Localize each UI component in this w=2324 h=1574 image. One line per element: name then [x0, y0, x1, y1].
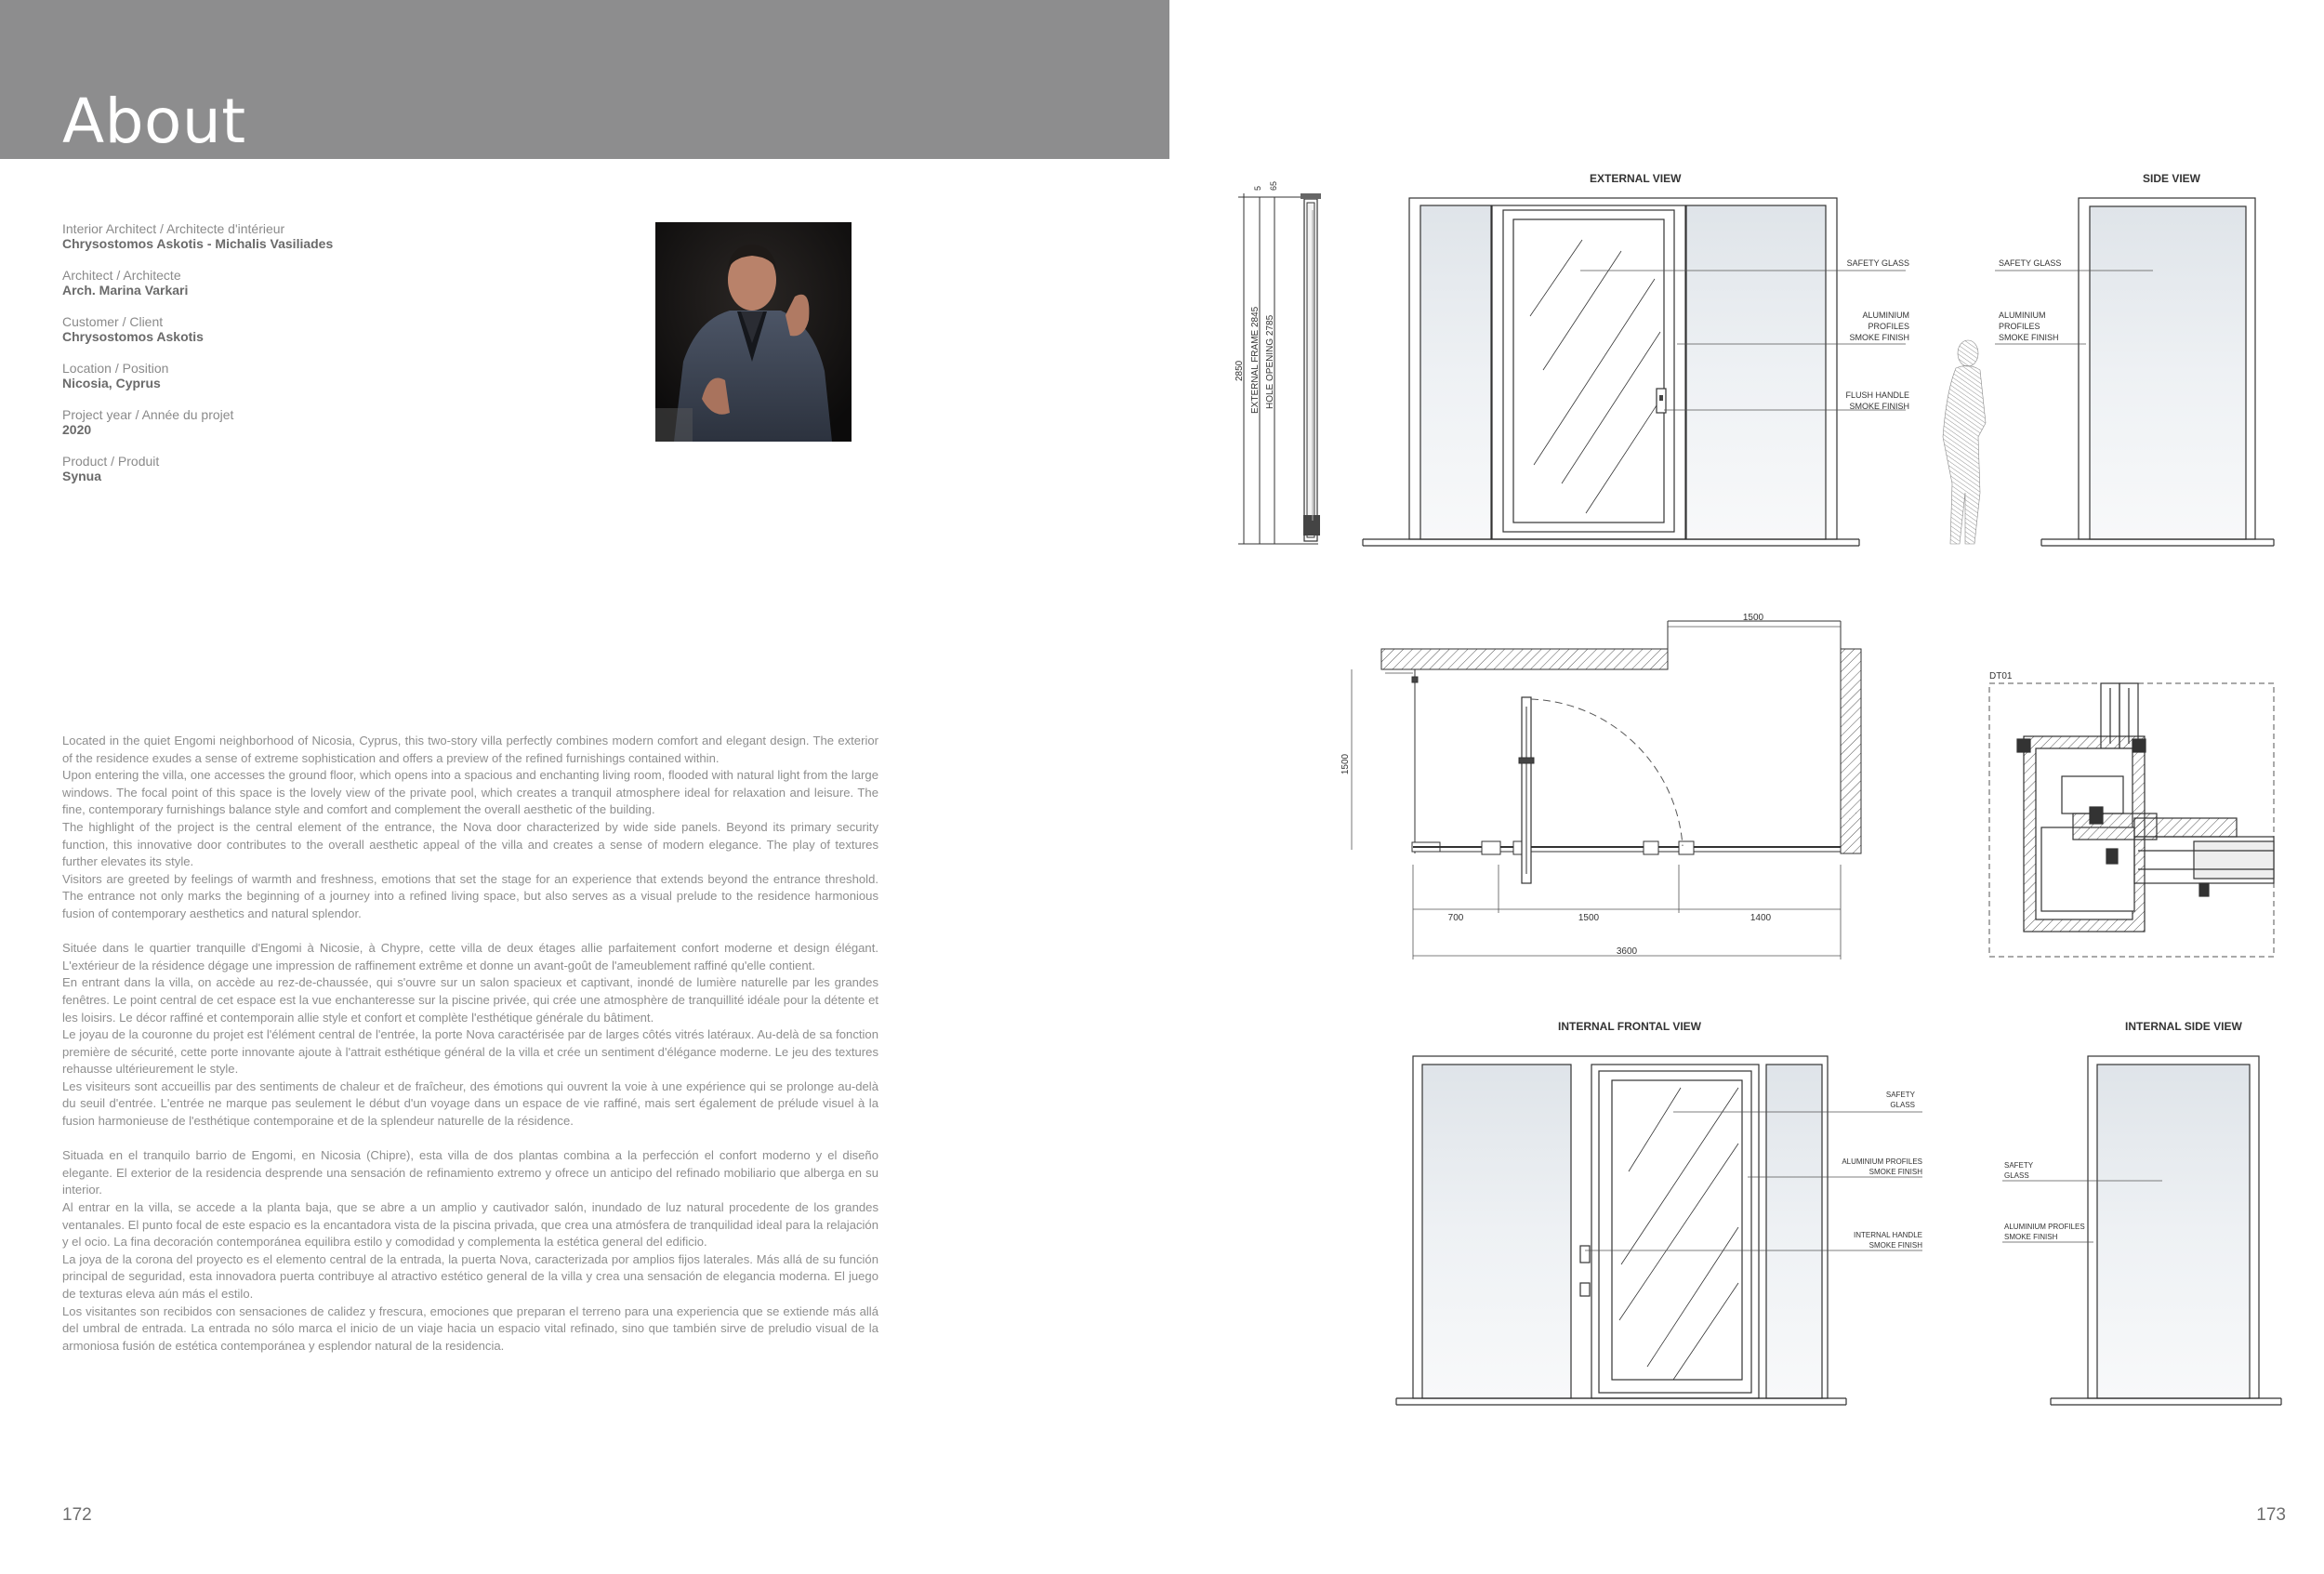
plan-dim-total: 3600 [1616, 946, 1638, 957]
credit-value: 2020 [62, 422, 92, 437]
human-scale-figure [1943, 340, 1986, 544]
internal-leaders [1585, 1112, 1922, 1250]
ext-label-flush-2: SMOKE FINISH [1849, 402, 1909, 411]
internal-frontal-view-title: INTERNAL FRONTAL VIEW [1558, 1020, 1701, 1033]
page-number-left: 172 [62, 1505, 92, 1525]
ext-label-aluminium-3: SMOKE FINISH [1849, 333, 1909, 342]
credit-label: Location / Position [62, 361, 169, 376]
internal-side-drawing [2051, 1056, 2281, 1405]
plan-dim-left: 1500 [1340, 753, 1351, 775]
side-label-aluminium-1: ALUMINIUM [1999, 311, 2046, 320]
ext-label-flush-1: FLUSH HANDLE [1845, 390, 1909, 400]
int-label-alu-1: ALUMINIUM PROFILES [1842, 1157, 1922, 1166]
credit-label: Product / Produit [62, 454, 160, 469]
paragraph: Située dans le quartier tranquille d'Engomi à Nicosie, à Chypre, cette villa de deux étages allie parfaitement confort moderne et design élégant. L'extérieur de la résidence dégage une impression de raffinement extrême et donne un avant-goût de l'ameublement raffiné qu'elle contient. [62, 941, 878, 972]
credit-value: Chrysostomos Askotis - Michalis Vasiliades [62, 236, 334, 251]
ext-label-aluminium-1: ALUMINIUM [1862, 311, 1909, 320]
paragraph: Al entrar en la villa, se accede a la planta baja, que se abre a un amplio y cautivador salón, inundado de luz natural procedente de los grandes ventanales. El punto focal de este espacio es la encantadora vista de la piscina privada, que crea una atmósfera de tranquilidad ideal para la relajación y el ocio. La fina decoración contemporánea equilibra estilo y comodidad y complementa la estética general del edificio. [62, 1200, 878, 1250]
int-label-handle-1: INTERNAL HANDLE [1854, 1231, 1922, 1239]
side-label-aluminium-3: SMOKE FINISH [1999, 333, 2059, 342]
credit-label: Customer / Client [62, 314, 164, 329]
int-side-label-safety-2: GLASS [2004, 1171, 2029, 1180]
detail-code: DT01 [1989, 671, 2013, 681]
paragraph: Upon entering the villa, one accesses the ground floor, which opens into a spacious and enchanting living room, flooded with natural light from the large windows. The focal point of this space is the lovely view of the private pool, which creates a tranquil atmosphere ideal for relaxation and leisure. The fine, contemporary furnishings balance style and comfort and complement the overall aesthetic of the building. [62, 768, 878, 817]
int-label-safety-1: SAFETY [1885, 1091, 1915, 1099]
paragraph: En entrant dans la villa, on accède au rez-de-chaussée, qui s'ouvre sur un salon spacieux et captivant, inondé de lumière naturelle par les grandes fenêtres. Le point central de cet espace est la vue enchanteresse sur la piscine privée, qui crée une atmosphère de tranquillité idéale pour la détente et les loisirs. Le décor raffiné et contemporain allie style et confort et complète l'esthétique générale du bâtiment. [62, 975, 878, 1025]
page-number-right: 173 [2256, 1505, 2286, 1525]
ext-label-safety-glass: SAFETY GLASS [1846, 258, 1909, 268]
paragraph: Situada en el tranquilo barrio de Engomi, en Nicosia (Chipre), esta villa de dos plantas combina a la perfección el confort moderno y el diseño elegante. El exterior de la residencia desprende una sensación de refinamiento extremo y ofrece un anticipo del refinado mobiliario que alberga en su interior. [62, 1148, 878, 1197]
int-side-label-alu-2: SMOKE FINISH [2004, 1233, 2058, 1241]
internal-side-view-title: INTERNAL SIDE VIEW [2125, 1020, 2242, 1033]
dim-external-frame: EXTERNAL FRAME 2845 [1250, 306, 1261, 414]
plan-view-drawing [1352, 621, 1861, 959]
ext-label-aluminium-2: PROFILES [1868, 322, 1909, 331]
paragraph: Visitors are greeted by feelings of warmth and freshness, emotions that set the stage for an experience that extends beyond the entrance threshold. The entrance not only marks the beginning of a journey into a refined living space, but also serves as a visual prelude to the residence harmonious fusion of contemporary aesthetics and natural splendor. [62, 871, 878, 920]
detail-dt01-drawing [1989, 683, 2274, 957]
int-side-label-alu-1: ALUMINIUM PROFILES [2004, 1223, 2085, 1231]
external-view-drawing [1363, 198, 1859, 546]
external-view-title: EXTERNAL VIEW [1590, 172, 1682, 185]
int-label-alu-2: SMOKE FINISH [1868, 1168, 1922, 1176]
int-side-label-safety-1: SAFETY [2004, 1161, 2034, 1170]
paragraph: Le joyau de la couronne du projet est l'élément central de l'entrée, la porte Nova caractérisée par de larges côtés vitrés latéraux. Au-delà de sa fonction première de sécurité, cette porte innovante ajoute à l'attrait esthétique général de la villa et crée un sentiment d'élégance moderne. Le jeu des textures rehausse ultérieurement le style. [62, 1027, 878, 1077]
credit-value: Nicosia, Cyprus [62, 376, 161, 390]
plan-dim-seg2: 1500 [1578, 913, 1600, 923]
paragraph: Located in the quiet Engomi neighborhood of Nicosia, Cyprus, this two-story villa perfectly combines modern comfort and elegant design. The exterior of the residence exudes a sense of extreme sophistication and offers a preview of the refined furnishings contained within. [62, 734, 878, 765]
credit-value: Arch. Marina Varkari [62, 283, 189, 298]
side-view-title: SIDE VIEW [2143, 172, 2201, 185]
paragraph: La joya de la corona del proyecto es el elemento central de la entrada, la puerta Nova, caracterizada por amplios fijos laterales. Más allá de su función principal de seguridad, esta innovadora puerta contribuye al atractivo estético general de la villa y crea una sensación de elegancia moderna. El juego de texturas eleva aún más el estilo. [62, 1251, 878, 1301]
plan-dim-seg3: 1400 [1750, 913, 1772, 923]
credit-value: Chrysostomos Askotis [62, 329, 204, 344]
plan-dim-seg1: 700 [1447, 913, 1464, 923]
side-label-aluminium-2: PROFILES [1999, 322, 2040, 331]
side-view-drawing [2041, 198, 2274, 546]
int-label-safety-2: GLASS [1890, 1101, 1915, 1109]
side-label-safety-glass: SAFETY GLASS [1999, 258, 2062, 268]
dim-top-b: 65 [1269, 180, 1278, 191]
dim-hole-opening: HOLE OPENING 2785 [1265, 314, 1275, 409]
credit-label: Interior Architect / Architecte d'intérieur [62, 221, 285, 236]
paragraph: Les visiteurs sont accueillis par des sentiments de chaleur et de fraîcheur, des émotions qui ouvrent la voie à une expérience qui se prolonge au-delà du seuil d'entrée. L'entrée ne marque pas seulement le début d'un voyage dans un espace de vie raffiné, mais sert également de prélude visuel à la fusion harmonieuse de l'esthétique contemporaine et de la splendeur naturelle de la résidence. [62, 1078, 878, 1129]
dim-total-height: 2850 [1235, 360, 1245, 381]
credit-label: Architect / Architecte [62, 268, 181, 283]
credit-label: Project year / Année du projet [62, 407, 234, 422]
plan-dim-top: 1500 [1742, 613, 1764, 623]
dim-top-a: 5 [1253, 185, 1262, 191]
page-title: About [62, 86, 246, 157]
paragraph: The highlight of the project is the central element of the entrance, the Nova door characterized by wide side panels. Beyond its primary security function, this innovative door contributes to the overall aesthetic appeal of the villa and creates a sense of modern elegance. The play of textures further elevates its style. [62, 819, 878, 869]
credit-value: Synua [62, 469, 102, 483]
paragraph: Los visitantes son recibidos con sensaciones de calidez y frescura, emociones que preparan el terreno para una experiencia que se extiende más allá del umbral de entrada. La entrada no sólo marca el inicio de un viaje hacia un espacio vital refinado, sino que también sirve de preludio visual de la armoniosa fusión de estética contemporánea y esplendor natural de la residencia. [62, 1303, 878, 1353]
int-label-handle-2: SMOKE FINISH [1868, 1241, 1922, 1250]
internal-frontal-drawing [1396, 1056, 1846, 1405]
